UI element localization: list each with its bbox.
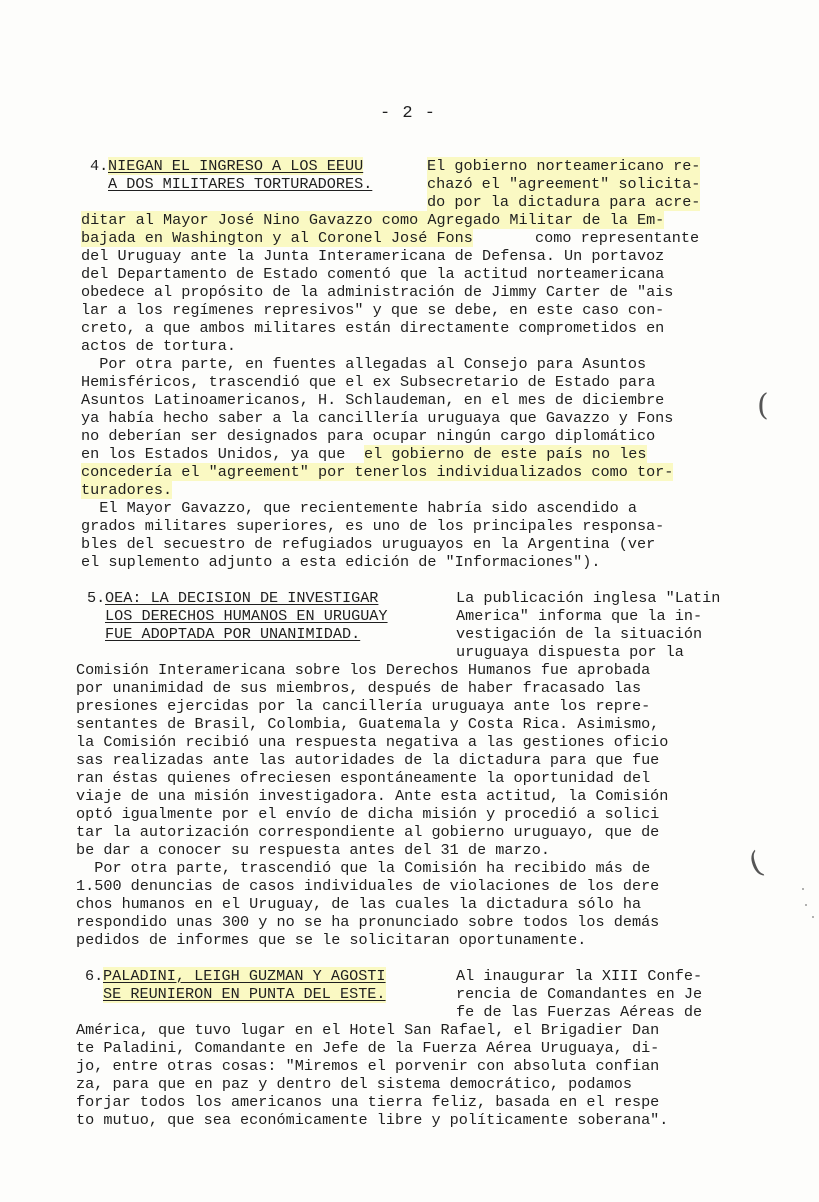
item4-line: actos de tortura.	[81, 337, 236, 355]
item4-line: chazó el "agreement" solicita-	[427, 175, 701, 193]
item4-line: Asuntos Latinoamericanos, H. Schlaudeman, en el mes de diciembre	[81, 391, 665, 409]
item4-heading-line1: NIEGAN EL INGRESO A LOS EEUU	[108, 157, 364, 175]
item5-line: sas realizadas ante las autoridades de la dictadura para que fue	[76, 751, 660, 769]
item5-line: ran éstas quienes ofreciesen espontáneamente la oportunidad del	[76, 769, 651, 787]
item4-number: 4.	[90, 157, 109, 175]
item4-line: obedece al propósito de la administración de Jimmy Carter de "ais	[81, 283, 674, 301]
item6-line: América, que tuvo lugar en el Hotel San Rafael, el Brigadier Dan	[76, 1021, 660, 1039]
item4-line: bajada en Washington y al Coronel José Fons	[81, 229, 473, 247]
speck-mark	[802, 888, 804, 890]
item4-line: grados militares superiores, es uno de los principales responsa-	[81, 517, 665, 535]
item5-line: America" informa que la in-	[456, 607, 703, 625]
item4-line: del Departamento de Estado comentó que la actitud norteamericana	[81, 265, 665, 283]
item4-line: Hemisféricos, trascendió que el ex Subsecretario de Estado para	[81, 373, 656, 391]
item5-line: vestigación de la situación	[456, 625, 703, 643]
speck-mark	[805, 904, 807, 906]
item6-line: za, para que en paz y dentro del sistema democrático, podamos	[76, 1075, 632, 1093]
item4-line: concedería el "agreement" por tenerlos individualizados como tor-	[81, 463, 674, 481]
item6-line: te Paladini, Comandante en Jefe de la Fuerza Aérea Uruguaya, di-	[76, 1039, 660, 1057]
item5-line: Por otra parte, trascendió que la Comisión ha recibido más de	[76, 859, 651, 877]
item5-line: viaje de una misión investigadora. Ante esta actitud, la Comisión	[76, 787, 669, 805]
item5-line: optó igualmente por el envío de dicha misión y procedió a solici	[76, 805, 660, 823]
item4-line: El gobierno norteamericano re-	[427, 157, 701, 175]
item4-line: El Mayor Gavazzo, que recientemente habría sido ascendido a	[81, 499, 637, 517]
item5-heading-line2: LOS DERECHOS HUMANOS EN URUGUAY	[105, 607, 388, 625]
item6-line: jo, entre otras cosas: "Miremos el porvenir con absoluta confian	[76, 1057, 660, 1075]
item6-line: Al inaugurar la XIII Confe-	[456, 967, 703, 985]
item4-line: en los Estados Unidos, ya que	[81, 445, 346, 463]
item5-line: sentantes de Brasil, Colombia, Guatemala y Costa Rica. Asimismo,	[76, 715, 660, 733]
item4-line: turadores.	[81, 481, 173, 499]
item5-line: tar la autorización correspondiente al gobierno uruguayo, que de	[76, 823, 660, 841]
item5-line: Comisión Interamericana sobre los Derechos Humanos fue aprobada	[76, 661, 651, 679]
item5-line: chos humanos en el Uruguay, de las cuales la dictadura sólo ha	[76, 895, 642, 913]
page-number: - 2 -	[380, 104, 437, 123]
item4-line: del Uruguay ante la Junta Interamericana de Defensa. Un portavoz	[81, 247, 665, 265]
item6-heading-line2: SE REUNIERON EN PUNTA DEL ESTE.	[103, 985, 386, 1003]
item5-line: La publicación inglesa "Latin	[456, 589, 721, 607]
item4-line: no deberían ser designados para ocupar ningún cargo diplomático	[81, 427, 656, 445]
item6-line: to mutuo, que sea económicamente libre y políticamente soberana".	[76, 1111, 669, 1129]
item5-line: pedidos de informes que se le solicitaran oportunamente.	[76, 931, 587, 949]
item4-line: lar a los regímenes represivos" y que se debe, en este caso con-	[81, 301, 665, 319]
margin-bracket-mark: (	[744, 845, 768, 882]
item4-line: ditar al Mayor José Nino Gavazzo como Agregado Militar de la Em-	[81, 211, 665, 229]
item4-line: ya había hecho saber a la cancillería uruguaya que Gavazzo y Fons	[81, 409, 674, 427]
item5-line: respondido unas 300 y no se ha pronunciado sobre todos los demás	[76, 913, 660, 931]
item4-heading-line2: A DOS MILITARES TORTURADORES.	[108, 175, 373, 193]
item4-line: el suplemento adjunto a esta edición de "Informaciones").	[81, 553, 601, 571]
item5-line: por unanimidad de sus miembros, después de haber fracasado las	[76, 679, 642, 697]
item4-line: do por la dictadura para acre-	[427, 193, 701, 211]
item6-line: rencia de Comandantes en Je	[456, 985, 703, 1003]
item5-heading-line1: OEA: LA DECISION DE INVESTIGAR	[105, 589, 379, 607]
item6-number: 6.	[85, 967, 104, 985]
item4-line: como representante	[535, 229, 700, 247]
item4-line: creto, a que ambos militares están directamente comprometidos en	[81, 319, 665, 337]
item4-line: Por otra parte, en fuentes allegadas al Consejo para Asuntos	[81, 355, 647, 373]
item4-line: el gobierno de este país no les	[364, 445, 647, 463]
item6-line: fe de las Fuerzas Aéreas de	[456, 1003, 703, 1021]
item5-line: 1.500 denuncias de casos individuales de violaciones de los dere	[76, 877, 660, 895]
item6-line: forjar todos los americanos una tierra feliz, basada en el respe	[76, 1093, 660, 1111]
item4-line: bles del secuestro de refugiados uruguayos en la Argentina (ver	[81, 535, 656, 553]
margin-bracket-mark: (	[757, 388, 769, 423]
item5-heading-line3: FUE ADOPTADA POR UNANIMIDAD.	[105, 625, 361, 643]
item5-line: uruguaya dispuesta por la	[456, 643, 684, 661]
item5-line: be dar a conocer su respuesta antes del 31 de marzo.	[76, 841, 550, 859]
item5-line: la Comisión recibió una respuesta negativa a las gestiones oficio	[76, 733, 669, 751]
item6-heading-line1: PALADINI, LEIGH GUZMAN Y AGOSTI	[103, 967, 386, 985]
item5-line: presiones ejercidas por la cancillería uruguaya ante los repre-	[76, 697, 651, 715]
item5-number: 5.	[87, 589, 106, 607]
speck-mark	[812, 916, 814, 918]
